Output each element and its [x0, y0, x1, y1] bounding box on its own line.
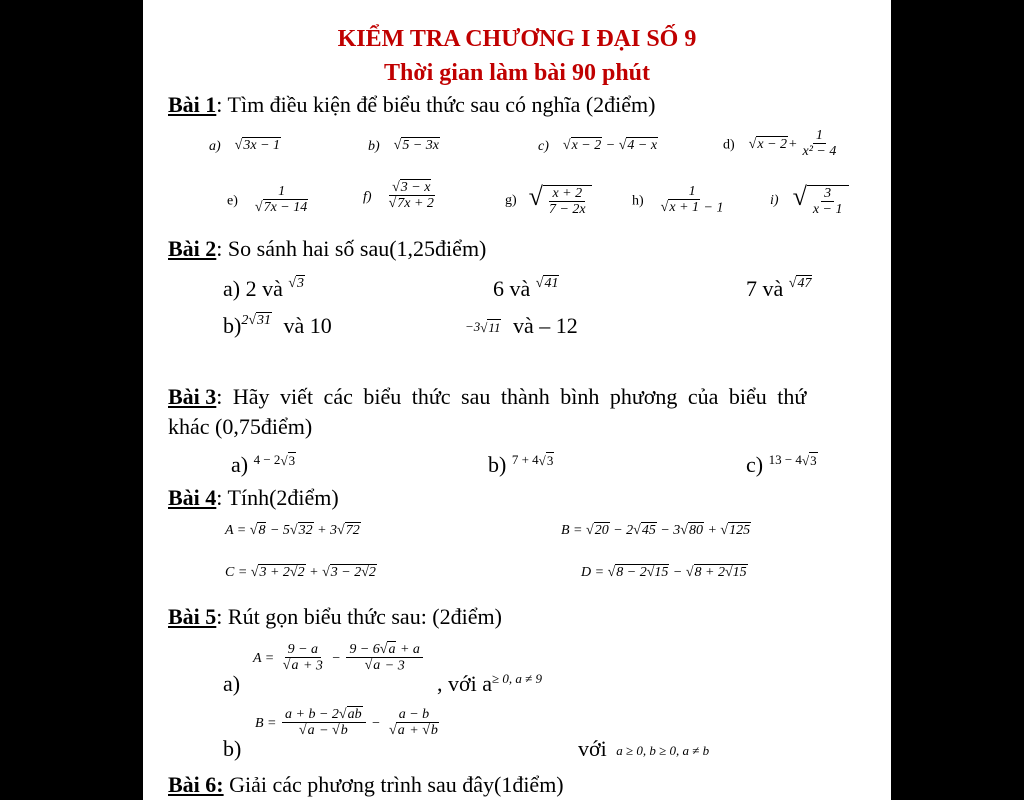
bai1-head: Bài 1	[168, 92, 217, 117]
exam-title: KIỂM TRA CHƯƠNG I ĐẠI SỐ 9	[337, 26, 697, 52]
bai4-text: : Tính(2điểm)	[216, 485, 339, 510]
bai1-item-g: g) √ $\frac{x + 2}{7 - 2x}$	[505, 182, 592, 219]
bai5-a-cond: ≥ 0, a ≠ 9	[492, 671, 543, 686]
bai2-text: : So sánh hai số sau(1,25điểm)	[216, 236, 487, 261]
bai1-item-d-label: d)	[723, 137, 735, 153]
bai4-head: Bài 4	[168, 485, 217, 510]
bai3-head: Bài 3	[168, 384, 217, 409]
bai3-text: : Hãy viết các biểu thức sau thành bình phương của biểu thứ	[216, 384, 807, 409]
bai2-item-right1: 7 và √47	[746, 276, 812, 301]
bai3-item-c: c) 13 − 4√3	[746, 452, 817, 477]
bai2-b-label: b)	[223, 313, 242, 338]
bai4-heading	[168, 485, 339, 511]
bai1-item-a-label: a)	[209, 139, 221, 154]
bai1-item-i-label: i)	[770, 193, 779, 209]
bai1-item-h: h) $\frac{1}{√x + 1 - 1}$	[632, 184, 724, 217]
bai1-item-f: f) $\frac{√3 - x}{√7x + 2}$	[363, 180, 434, 212]
bai2-item-b: b)2√31 và 10	[223, 313, 332, 338]
bai2-right1: 7 và	[746, 276, 784, 301]
bai6-head: Bài 6:	[168, 772, 224, 797]
bai4-item-A: A = √8 − 5√32 + 3√72	[225, 523, 360, 539]
bai5-head: Bài 5	[168, 604, 217, 629]
bai1-text: : Tìm điều kiện để biểu thức sau có nghĩa (2điểm)	[216, 92, 656, 117]
bai2-b2-and: và – 12	[512, 313, 578, 338]
bai6-heading	[168, 772, 564, 798]
bai6-text: Giải các phương trình sau đây(1điểm)	[223, 772, 564, 797]
bai1-heading	[168, 92, 655, 118]
bai3-item-a: a) 4 − 2√3	[231, 452, 296, 477]
bai3-text2: khác (0,75điểm)	[168, 414, 313, 439]
bai1-item-d: d) √x − 2+ $\frac{1}{\text{x² − 4}}$	[723, 128, 837, 160]
bai3-item-b: b) 7 + 4√3	[488, 452, 554, 477]
exam-subtitle: Thời gian làm bài 90 phút	[383, 60, 651, 86]
bai2-mid1: 6 và	[493, 276, 531, 301]
bai5-b-cond-prefix: với	[578, 736, 607, 761]
bai3-c-label: c)	[746, 452, 764, 477]
bai2-item-b2: −3√11 và – 12	[465, 313, 578, 338]
bai3-heading	[168, 384, 891, 410]
bai5-heading	[168, 604, 502, 630]
bai1-item-h-label: h)	[632, 193, 644, 209]
bai2-item-a: a) 2 và √3	[223, 276, 305, 301]
bai5-a-label: a)	[223, 671, 241, 696]
bai3-a-label: a)	[231, 452, 249, 477]
bai3-b-label: b)	[488, 452, 507, 477]
bai5-a-cond-prefix: , với a	[437, 671, 493, 696]
bai1-item-f-label: f)	[363, 189, 372, 205]
bai1-item-b-label: b)	[368, 139, 380, 154]
bai5-expr-b: B = $\frac{a + b - 2√ab}{√a - √b}$ − $\frac{a - b}{√a + √b}$	[255, 707, 438, 740]
bai5-b-label: b)	[223, 736, 242, 761]
document-page	[143, 0, 891, 800]
bai1-item-e: e) $\frac{1}{√7x - 14}$	[227, 184, 308, 216]
bai2-item-mid1: 6 và √41	[493, 276, 559, 301]
bai1-item-b: b) √5 − 3x	[368, 138, 440, 154]
bai2-a-label: a) 2 và	[223, 276, 283, 301]
bai1-item-a: a) √3x − 1	[209, 138, 281, 154]
bai2-head: Bài 2	[168, 236, 217, 261]
bai1-item-g-label: g)	[505, 193, 517, 209]
bai5-b-cond: a ≥ 0, b ≥ 0, a ≠ b	[616, 742, 710, 758]
bai2-b-and: và 10	[283, 313, 332, 338]
bai5-a-condition	[437, 671, 542, 697]
bai4-item-B: B = √20 − 2√45 − 3√80 + √125	[561, 523, 751, 539]
bai5-text: : Rút gọn biểu thức sau: (2điểm)	[216, 604, 502, 629]
bai1-item-i: i) √ $\frac{3}{x - 1}$	[770, 182, 849, 219]
bai4-item-D: D = √8 − 2√15 − √8 + 2√15	[581, 565, 747, 581]
bai5-b-condition	[578, 736, 709, 762]
bai1-item-e-label: e)	[227, 193, 238, 209]
bai4-item-C: C = √3 + 2√2 + √3 − 2√2	[225, 565, 376, 581]
bai2-heading	[168, 236, 486, 262]
bai5-expr-a: A = $\frac{9 - a}{√a + 3}$ − $\frac{9 - 6√a + a}{√a - 3}$	[253, 642, 425, 676]
bai1-item-c: c) √x − 2 − √4 − x	[538, 138, 658, 154]
bai1-item-c-label: c)	[538, 139, 549, 154]
